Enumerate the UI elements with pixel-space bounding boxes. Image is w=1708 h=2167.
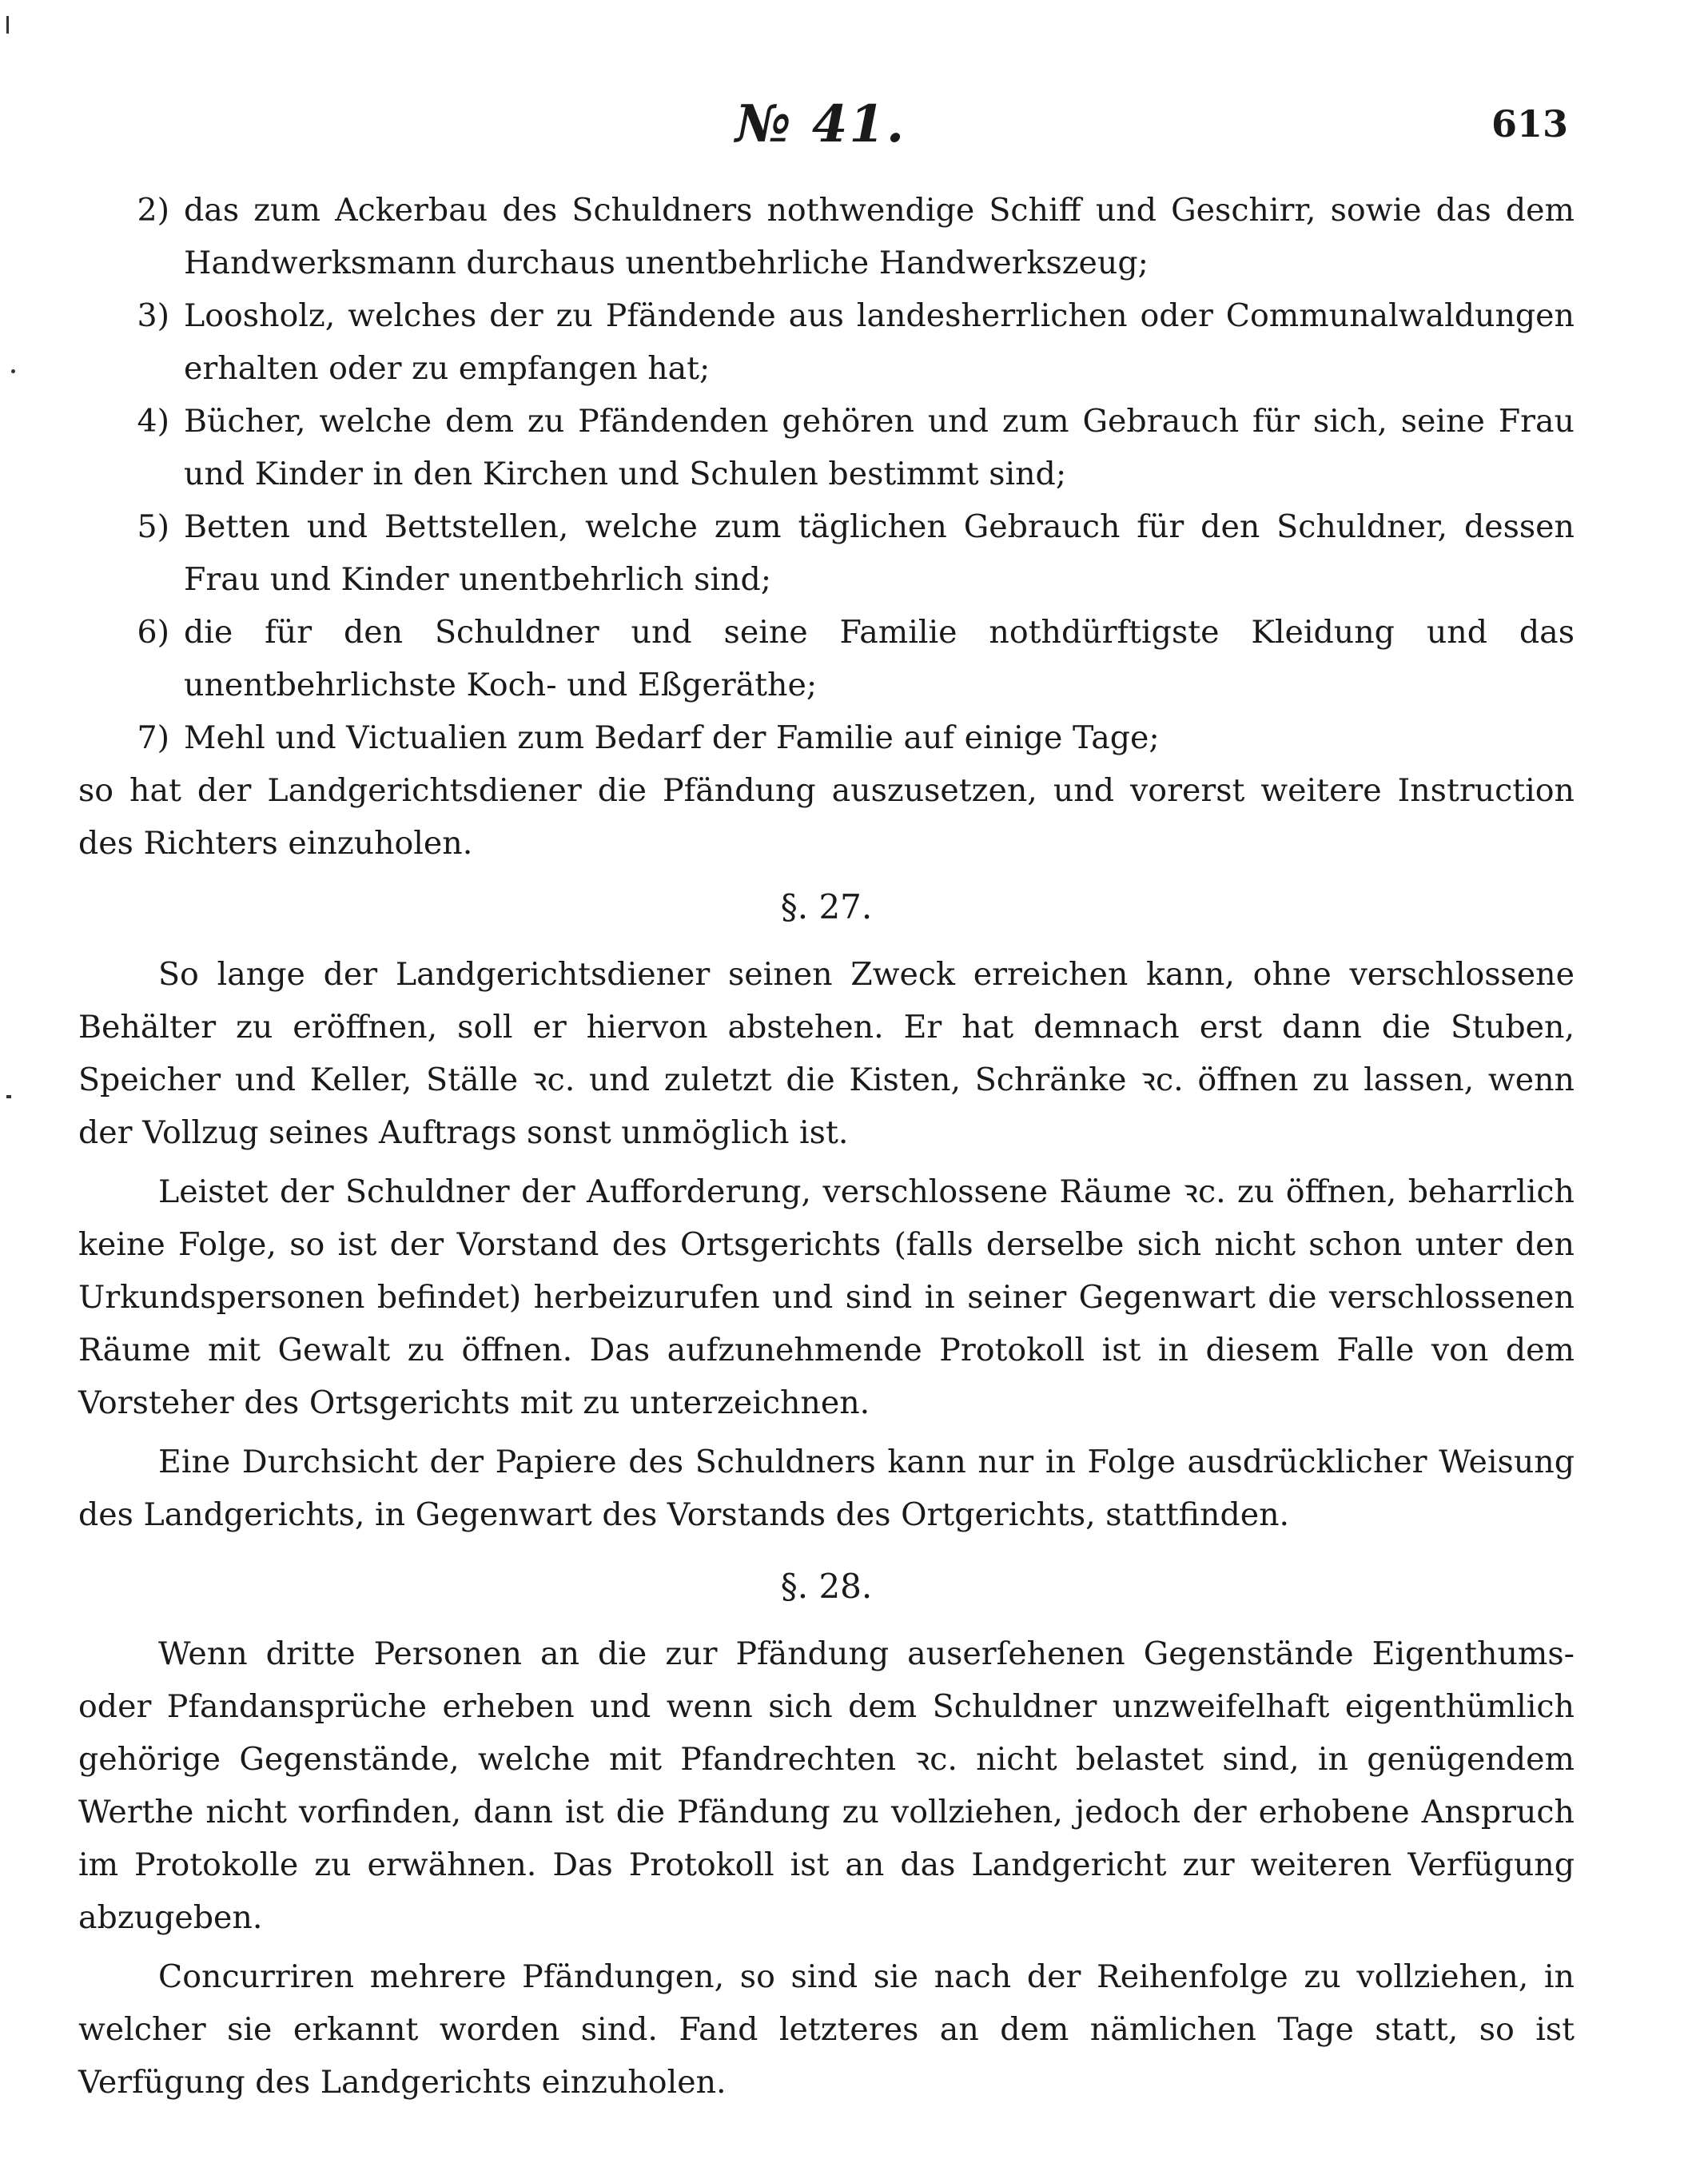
list-item-text: die für den Schuldner und seine Familie nothdürftigste Kleidung und das unentbehrlichste Koch- und Eßgeräthe; xyxy=(184,614,1575,703)
document-body xyxy=(78,184,1575,2109)
list-item-text: Bücher, welche dem zu Pfändenden gehören und zum Gebrauch für sich, seine Frau und Kinder in den Kirchen und Schulen bestimmt sind; xyxy=(184,403,1575,492)
page-header xyxy=(0,94,1708,166)
list-item-number: 2) xyxy=(137,192,169,229)
list-item-text: das zum Ackerbau des Schuldners nothwendige Schiff und Geschirr, sowie das dem Handwerksmann durchaus unentbehrliche Handwerkszeug; xyxy=(184,192,1575,281)
list-item-number: 5) xyxy=(137,508,169,545)
section-27-paragraph: Eine Durchsicht der Papiere des Schuldners kann nur in Folge ausdrücklicher Weisung des Landgerichts, in Gegenwart des Vorstands des Ortgerichts, stattfinden. xyxy=(78,1444,1575,1533)
list-item-number: 7) xyxy=(137,719,169,756)
list-item xyxy=(78,606,1575,711)
scan-mark-lower xyxy=(6,1095,11,1098)
section-27-paragraph: So lange der Landgerichtsdiener seinen Zweck erreichen kann, ohne verschlossene Behälter zu eröffnen, soll er hiervon abstehen. Er hat demnach erst dann die Stuben, Speicher und Keller, Ställe ꝛc. und zuletzt die Kisten, Schränke ꝛc. öffnen zu lassen, wenn der Vollzug seines Auftrags sonst unmöglich ist. xyxy=(78,956,1575,1151)
list-item xyxy=(78,711,1575,764)
section-28-paragraph: Concurriren mehrere Pfändungen, so sind sie nach der Reihenfolge zu vollziehen, in welcher sie erkannt worden sind. Fand letzteres an dem nämlichen Tage statt, so ist Verfügung des Landgerichts einzuholen. xyxy=(78,1958,1575,2101)
list-item xyxy=(78,184,1575,289)
list-item xyxy=(78,395,1575,500)
section-28-paragraph: Wenn dritte Personen an die zur Pfändung auserſehenen Gegenstände Eigenthums- oder Pfandansprüche erheben und wenn sich dem Schuldner unzweifelhaft eigenthümlich gehörige Gegenstände, welche mit Pfandrechten ꝛc. nicht belastet sind, in genügendem Werthe nicht vorfinden, dann ist die Pfändung zu vollziehen, jedoch der erhobene Anspruch im Protokolle zu erwähnen. Das Protokoll ist an das Landgericht zur weiteren Verfügung abzugeben. xyxy=(78,1635,1575,1936)
section-28-heading: §. 28. xyxy=(780,1567,873,1606)
scan-mark-top xyxy=(6,16,9,34)
issue-number: № 41. xyxy=(735,94,906,154)
list-item-number: 6) xyxy=(137,614,169,651)
section-27-paragraph: Leistet der Schuldner der Aufforderung, verschlossene Räume ꝛc. zu öffnen, beharrlich keine Folge, so ist der Vorstand des Ortsgerichts (falls derselbe sich nicht schon unter den Urkundspersonen befindet) herbeizurufen und sind in seiner Gegenwart die verschlossenen Räume mit Gewalt zu öffnen. Das aufzunehmende Protokoll ist in diesem Falle von dem Vorsteher des Ortsgerichts mit zu unterzeichnen. xyxy=(78,1173,1575,1421)
list-item xyxy=(78,289,1575,395)
list-item-number: 4) xyxy=(137,403,169,440)
list-item-text: Loosholz, welches der zu Pfändende aus landesherrlichen oder Communalwaldungen erhalten oder zu empfangen hat; xyxy=(184,297,1575,387)
section-27-heading: §. 27. xyxy=(780,887,873,926)
page-number: 613 xyxy=(1491,102,1568,145)
list-item-number: 3) xyxy=(137,297,169,334)
list-item xyxy=(78,500,1575,606)
scan-mark-middle xyxy=(11,369,15,373)
closing-paragraph: so hat der Landgerichtsdiener die Pfändung auszusetzen, und vorerst weitere Instruction des Richters einzuholen. xyxy=(78,772,1575,862)
list-item-text: Mehl und Victualien zum Bedarf der Familie auf einige Tage; xyxy=(184,719,1160,756)
list-item-text: Betten und Bettstellen, welche zum täglichen Gebrauch für den Schuldner, dessen Frau und Kinder unentbehrlich sind; xyxy=(184,508,1575,598)
